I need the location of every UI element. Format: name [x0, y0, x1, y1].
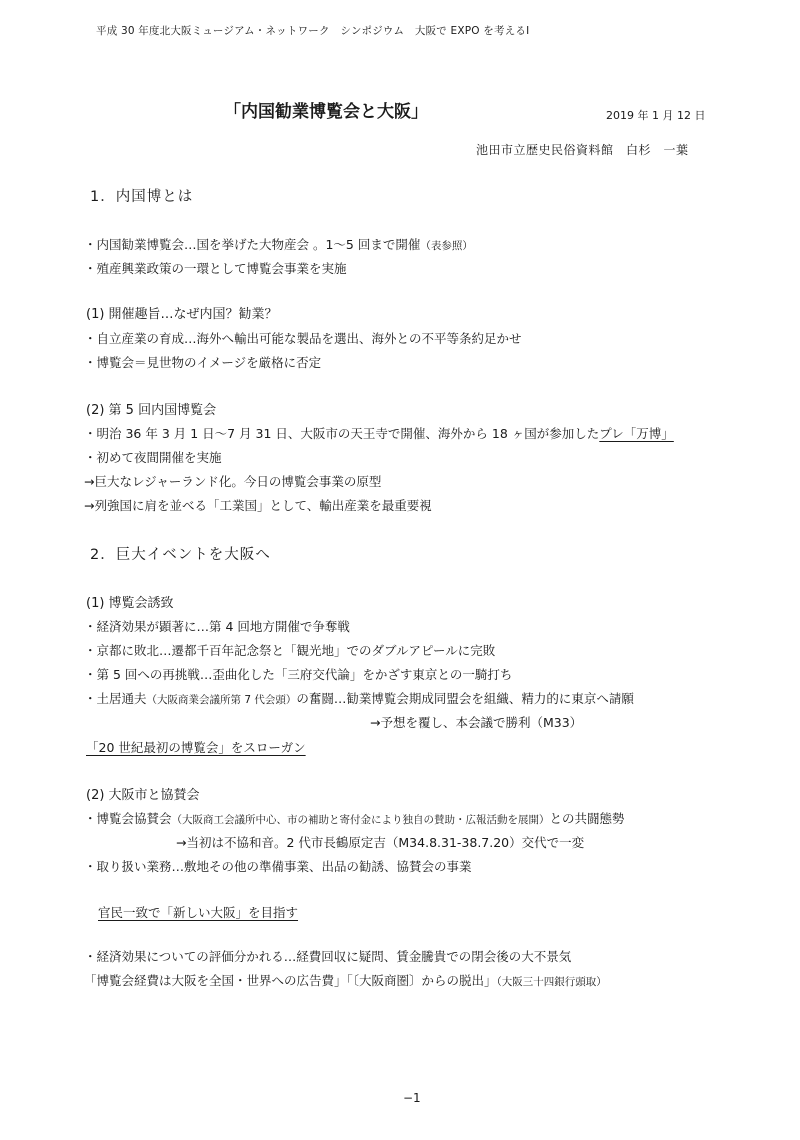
text-line: ・経済効果が顕著に…第 4 回地方開催で争奪戦: [84, 619, 350, 634]
slogan: 「20 世紀最初の博覧会」をスローガン: [86, 740, 306, 755]
text-line: ・初めて夜間開催を実施: [84, 450, 222, 465]
subsection-heading: (2) 第 5 回内国博覧会: [86, 403, 217, 418]
subsection-heading: (1) 博覧会誘致: [86, 596, 174, 611]
text-line: ・自立産業の育成…海外へ輸出可能な製品を選出、海外との不平等条約足かせ: [84, 331, 522, 346]
subsection-heading: (2) 大阪市と協賛会: [86, 788, 200, 803]
text-line: ・土居通夫（大阪商業会議所第 7 代会頭）の奮闘…勧業博覧会期成同盟会を組織、精力的に東京へ請願: [84, 691, 634, 706]
text-line: 「博覧会経費は大阪を全国・世界への広告費」「〔大阪商圏〕からの脱出」（大阪三十四銀行頭取）: [84, 973, 607, 988]
text-line: ・取り扱い業務…敷地その他の準備事業、出品の勧誘、協賛会の事業: [84, 859, 472, 874]
page-number: −1: [403, 1091, 421, 1105]
document-date: 2019 年 1 月 12 日: [606, 109, 706, 122]
section-heading-2: 2．巨大イベントを大阪へ: [90, 547, 271, 563]
text-line: ・明治 36 年 3 月 1 日～7 月 31 日、大阪市の天王寺で開催、海外から 18 ヶ国が参加したプレ「万博」: [84, 426, 674, 441]
text-line: ・第 5 回への再挑戦…歪曲化した「三府交代論」をかざす東京との一騎打ち: [84, 667, 513, 682]
author-affiliation: 池田市立歴史民俗資料館 白杉 一葉: [476, 143, 689, 157]
text-line: →当初は不協和音。2 代市長鶴原定吉（M34.8.31-38.7.20）交代で一変: [176, 835, 585, 850]
text-line: →予想を覆し、本会議で勝利（M33）: [370, 715, 583, 730]
text-line: ・博覧会＝見世物のイメージを厳格に否定: [84, 355, 322, 370]
slogan: 官民一致で「新しい大阪」を目指す: [98, 905, 299, 920]
section-heading-1: 1．内国博とは: [90, 189, 194, 205]
page-title: 「内国勧業博覧会と大阪」: [224, 102, 428, 122]
text-line: →巨大なレジャーランド化。今日の博覧会事業の原型: [84, 474, 382, 489]
text-line: ・内国勧業博覧会…国を挙げた大物産会 。1～5 回まで開催（表参照）: [84, 237, 473, 252]
text-line: ・京都に敗北…遷都千百年記念祭と「観光地」でのダブルアピールに完敗: [84, 643, 496, 658]
subsection-heading: (1) 開催趣旨…なぜ内国？勧業？: [86, 307, 278, 322]
header-symposium: 平成 30 年度北大阪ミュージアム・ネットワーク シンポジウム 大阪で EXPO を考えるⅠ: [96, 25, 530, 37]
text-line: ・博覧会協賛会（大阪商工会議所中心、市の補助と寄付金により独自の賛助・広報活動を展開）との共闘態勢: [84, 811, 625, 826]
text-line: →列強国に肩を並べる「工業国」として、輸出産業を最重要視: [84, 498, 432, 513]
text-line: ・経済効果についての評価分かれる…経費回収に疑問、賃金騰貴での閉会後の大不景気: [84, 949, 572, 964]
text-line: ・殖産興業政策の一環として博覧会事業を実施: [84, 261, 347, 276]
